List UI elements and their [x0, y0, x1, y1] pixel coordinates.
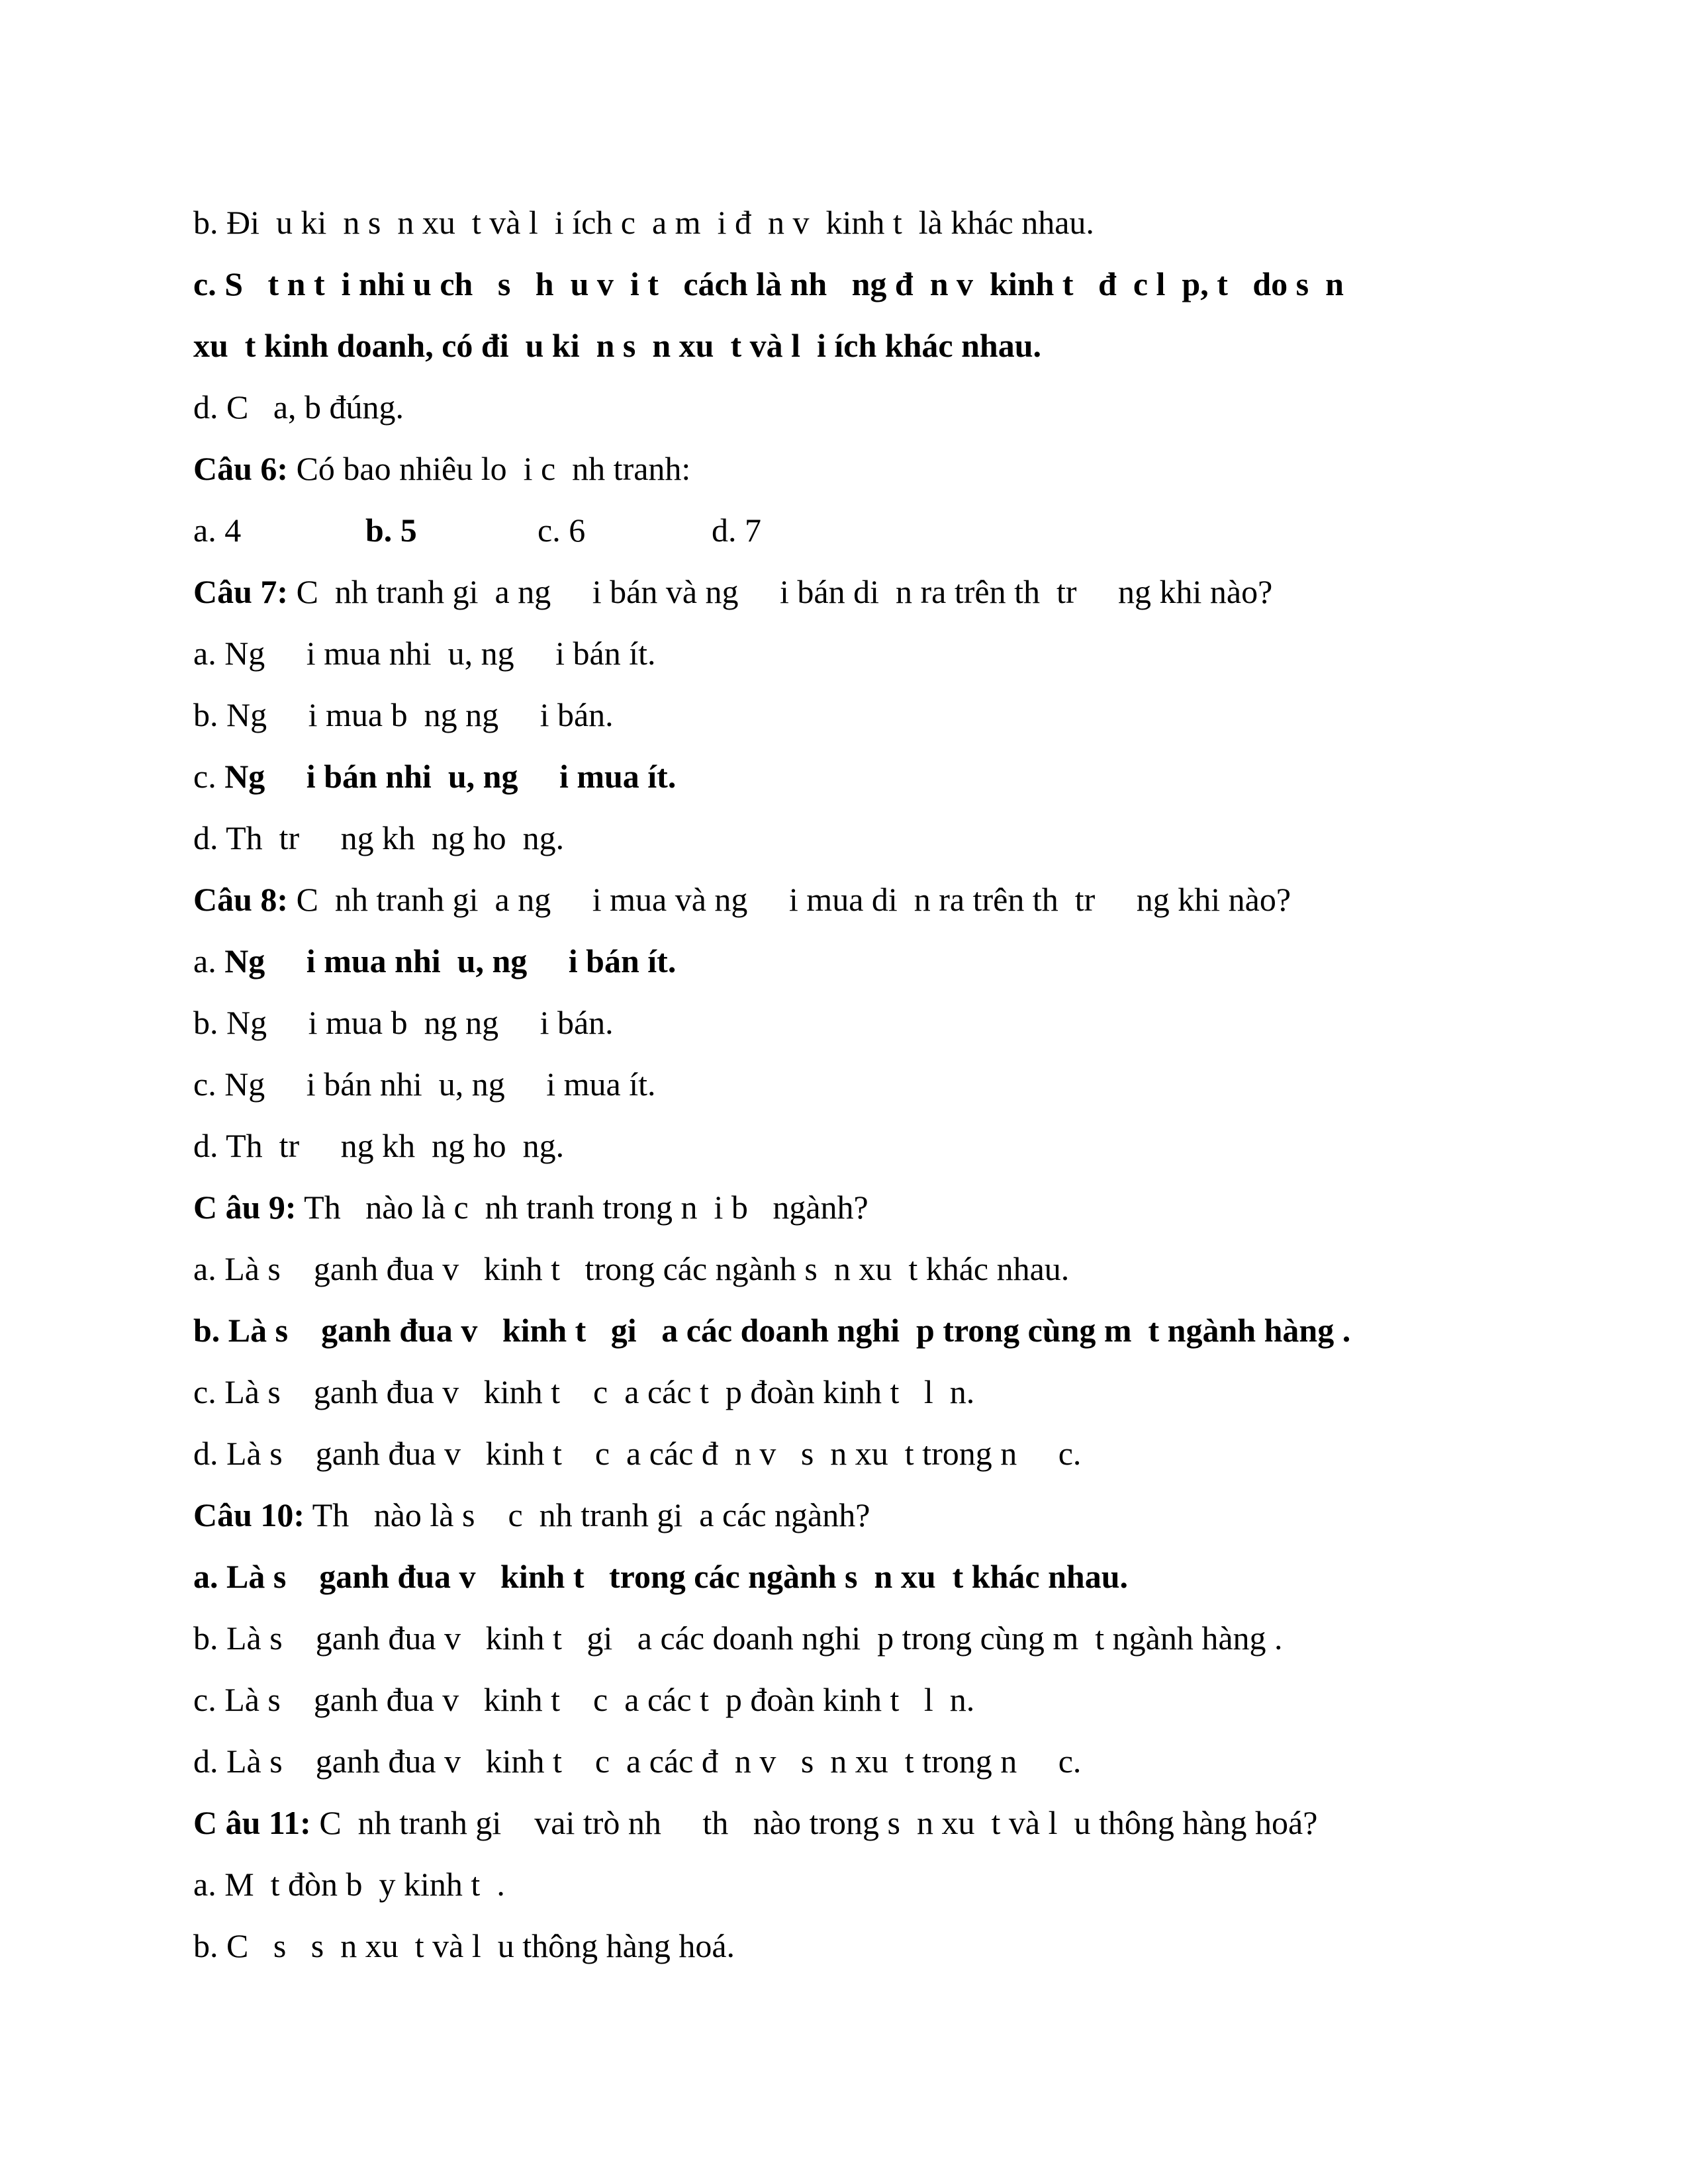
q10-option-c: c. Là s ganh đua v kinh t c a các t p đoàn kinh t l n. [193, 1681, 975, 1718]
q11-option-a: a. M t đòn b y kinh t . [193, 1866, 505, 1903]
q7-option-c [193, 746, 1517, 807]
q11-text: C nh tranh gi vai trò nh th nào trong s n xu t và l u thông hàng hoá? [310, 1804, 1318, 1841]
q7-text: C nh tranh gi a ng i bán và ng i bán di n ra trên th tr ng khi nào? [288, 573, 1273, 610]
q5-option-c-answer-cont: xu t kinh doanh, có đi u ki n s n xu t và l i ích khác nhau. [193, 327, 1042, 364]
q8-label: Câu 8: [193, 881, 289, 918]
q8-option-b: b. Ng i mua b ng ng i bán. [193, 1004, 614, 1041]
q9-text: Th nào là c nh tranh trong n i b ngành? [296, 1189, 868, 1226]
q8-option-a-answer: Ng i mua nhi u, ng i bán ít. [224, 942, 677, 979]
q10-question [193, 1484, 1517, 1546]
q6-option-a: a. 4 [193, 512, 242, 549]
q11-question [193, 1792, 1517, 1854]
q6-label: Câu 6: [193, 450, 289, 487]
q7-option-c-prefix: c. [193, 758, 225, 795]
q8-option-d: d. Th tr ng kh ng ho ng. [193, 1127, 565, 1164]
q8-option-a [193, 931, 1517, 992]
q5-option-d: d. C a, b đúng. [193, 388, 404, 426]
q5-option-c-answer: c. S t n t i nhi u ch s h u v i t cách là nh ng đ n v kinh t đ c l p, t do s n [193, 265, 1344, 302]
q8-option-c: c. Ng i bán nhi u, ng i mua ít. [193, 1066, 656, 1103]
q6-option-b-answer: b. 5 [365, 512, 417, 549]
q9-option-d: d. Là s ganh đua v kinh t c a các đ n v s n xu t trong n c. [193, 1435, 1082, 1472]
q6-text: Có bao nhiêu lo i c nh tranh: [288, 450, 691, 487]
q11-option-b: b. C s s n xu t và l u thông hàng hoá. [193, 1927, 735, 1964]
q10-label: Câu 10: [193, 1496, 305, 1533]
q11-label: C âu 11: [193, 1804, 311, 1841]
q6-options [193, 500, 1517, 561]
q9-label: C âu 9: [193, 1189, 297, 1226]
q7-label: Câu 7: [193, 573, 289, 610]
q7-option-b: b. Ng i mua b ng ng i bán. [193, 696, 614, 733]
q6-option-c: c. 6 [538, 512, 586, 549]
q10-option-a-answer: a. Là s ganh đua v kinh t trong các ngành s n xu t khác nhau. [193, 1558, 1129, 1595]
q7-question [193, 561, 1517, 623]
q8-option-a-prefix: a. [193, 942, 225, 979]
q6-option-d: d. 7 [712, 512, 761, 549]
q7-option-d: d. Th tr ng kh ng ho ng. [193, 819, 565, 856]
q10-option-b: b. Là s ganh đua v kinh t gi a các doanh nghi p trong cùng m t ngành hàng . [193, 1619, 1283, 1657]
q8-text: C nh tranh gi a ng i mua và ng i mua di n ra trên th tr ng khi nào? [288, 881, 1291, 918]
q7-option-c-answer: Ng i bán nhi u, ng i mua ít. [224, 758, 677, 795]
q9-option-a: a. Là s ganh đua v kinh t trong các ngành s n xu t khác nhau. [193, 1250, 1070, 1287]
q6-question [193, 438, 1517, 500]
q5-option-b: b. Đi u ki n s n xu t và l i ích c a m i đ n v kinh t là khác nhau. [193, 204, 1094, 241]
q10-option-d: d. Là s ganh đua v kinh t c a các đ n v s n xu t trong n c. [193, 1743, 1082, 1780]
q7-option-a: a. Ng i mua nhi u, ng i bán ít. [193, 635, 656, 672]
q9-question [193, 1177, 1517, 1238]
q9-option-b-answer: b. Là s ganh đua v kinh t gi a các doanh nghi p trong cùng m t ngành hàng . [193, 1312, 1351, 1349]
question-list [193, 192, 1517, 1977]
q10-text: Th nào là s c nh tranh gi a các ngành? [305, 1496, 870, 1533]
q9-option-c: c. Là s ganh đua v kinh t c a các t p đoàn kinh t l n. [193, 1373, 975, 1410]
q8-question [193, 869, 1517, 931]
